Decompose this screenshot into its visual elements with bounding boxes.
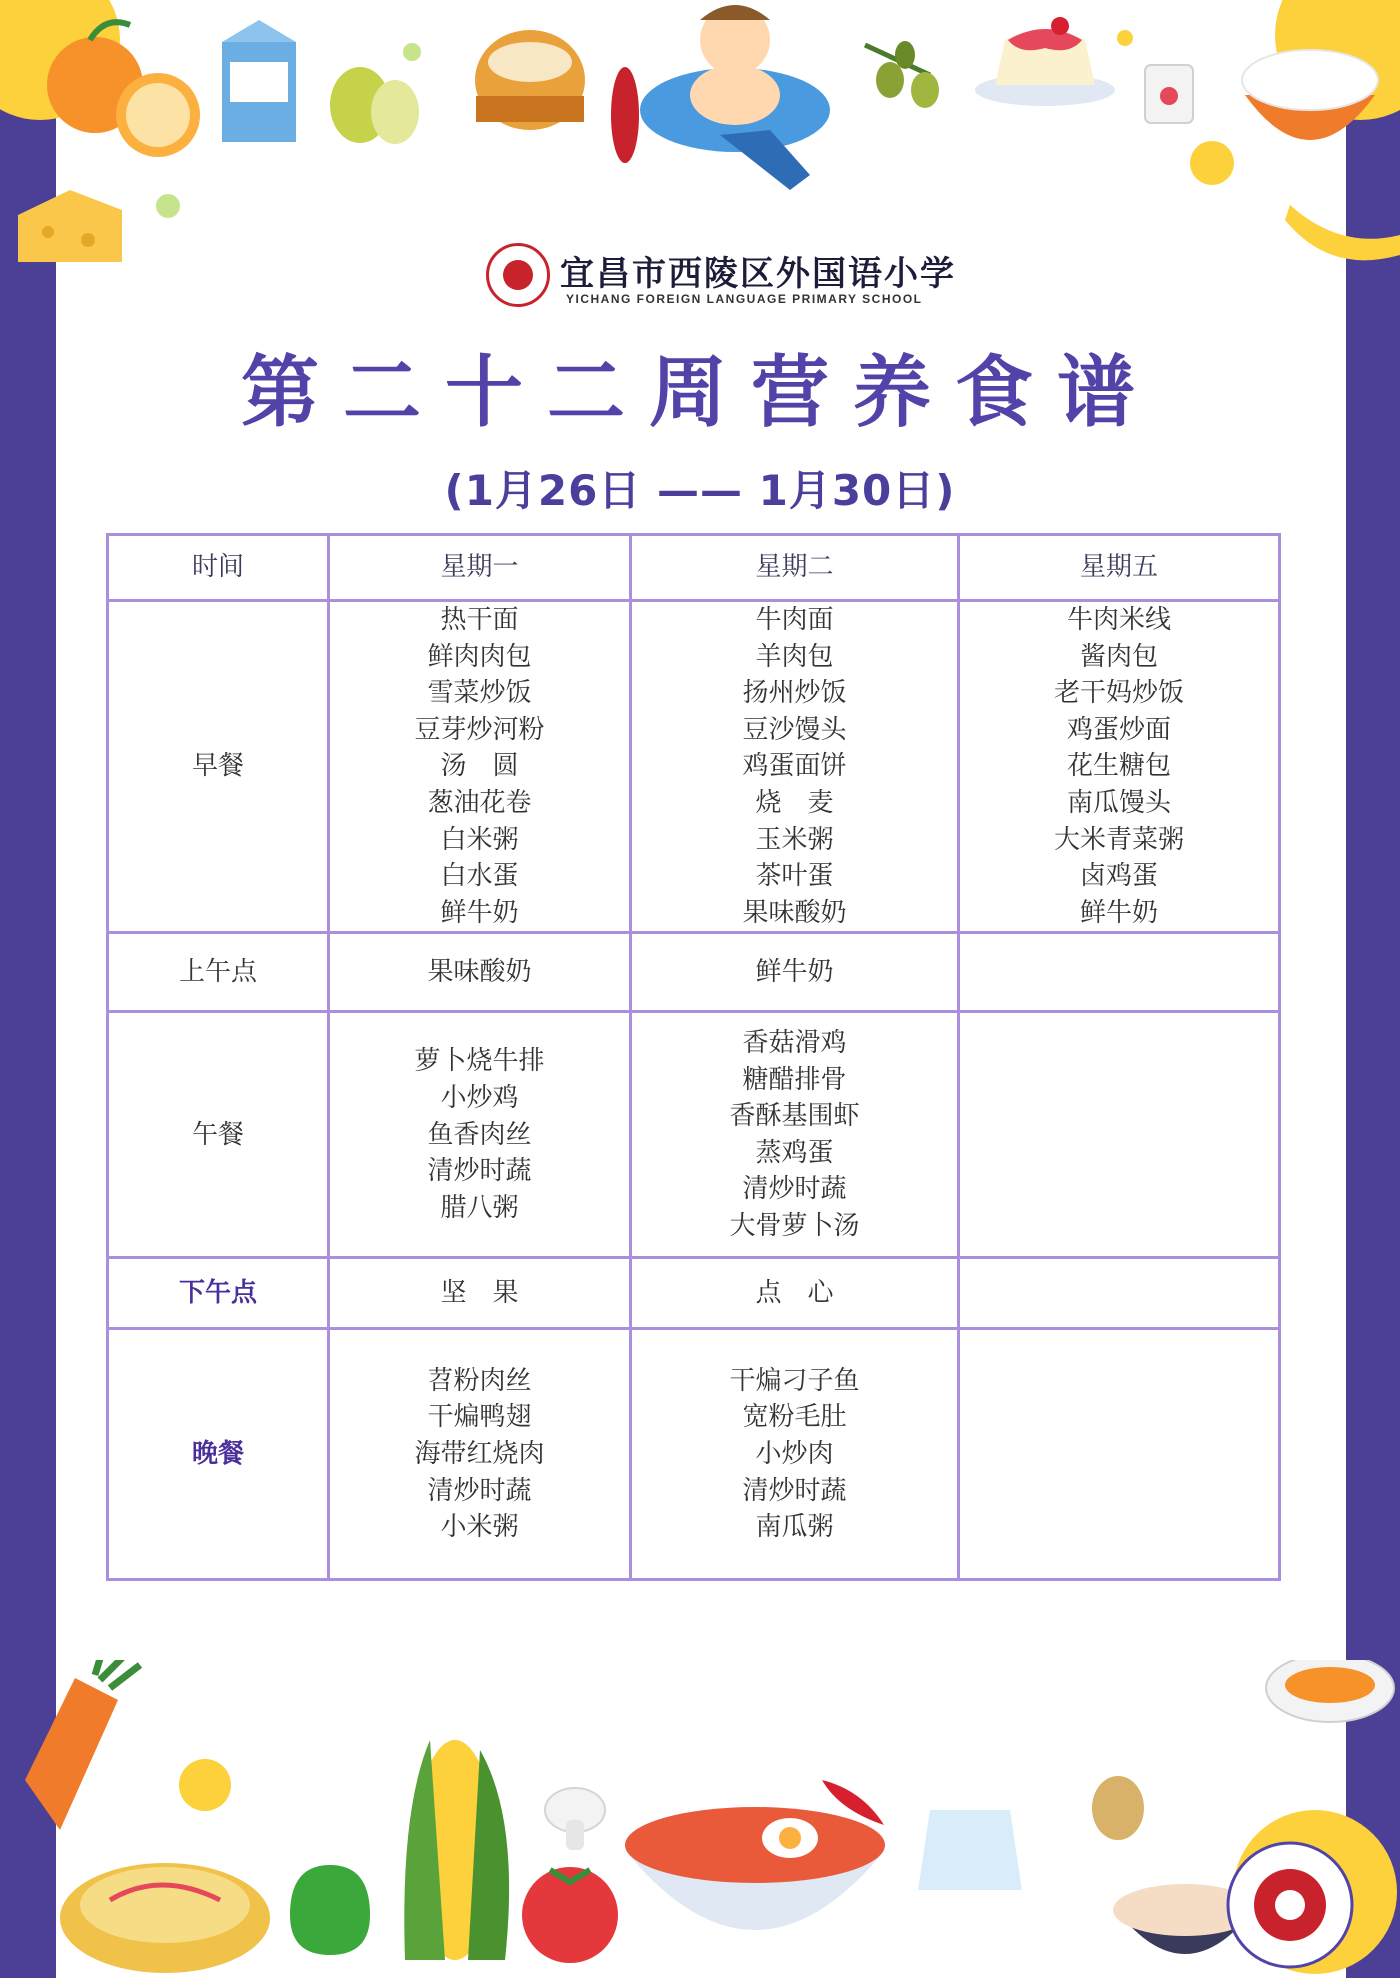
menu-item: 香酥基围虾 bbox=[729, 1101, 860, 1132]
corn-icon bbox=[404, 1740, 509, 1960]
meal-time-label: 早餐 bbox=[108, 601, 329, 933]
menu-item: 鸡蛋面饼 bbox=[742, 751, 847, 782]
milk-carton-icon bbox=[222, 20, 296, 142]
cheese-icon bbox=[18, 190, 180, 262]
menu-item: 清炒时蔬 bbox=[427, 1475, 532, 1506]
menu-item: 雪菜炒饭 bbox=[427, 678, 532, 709]
menu-item: 苕粉肉丝 bbox=[427, 1365, 532, 1396]
menu-cell-monday bbox=[329, 933, 631, 1012]
airplane-boy-icon bbox=[611, 5, 830, 190]
menu-item: 清炒时蔬 bbox=[742, 1475, 847, 1506]
menu-cell-tuesday bbox=[631, 1012, 959, 1258]
menu-item: 小炒肉 bbox=[755, 1439, 834, 1470]
menu-item: 热干面 bbox=[440, 605, 519, 635]
menu-item: 牛肉面 bbox=[755, 605, 834, 635]
menu-item: 玉米粥 bbox=[755, 824, 834, 855]
menu-item: 鸡蛋炒面 bbox=[1066, 714, 1171, 745]
carrot-icon bbox=[25, 1660, 140, 1830]
menu-item: 汤 圆 bbox=[440, 751, 519, 782]
menu-cell-monday bbox=[329, 1012, 631, 1258]
menu-table-body bbox=[108, 601, 1280, 1580]
menu-table bbox=[106, 533, 1281, 1581]
menu-item: 大米青菜粥 bbox=[1053, 824, 1184, 855]
jindongfang-logo-icon bbox=[1228, 1810, 1397, 1974]
menu-item: 干煸刁子鱼 bbox=[729, 1365, 860, 1396]
menu-item: 鲜肉肉包 bbox=[427, 641, 532, 672]
table-row bbox=[108, 933, 1280, 1012]
menu-item: 香菇滑鸡 bbox=[742, 1028, 847, 1059]
menu-item: 点 心 bbox=[755, 1278, 834, 1309]
menu-cell-friday bbox=[959, 933, 1280, 1012]
table-row bbox=[108, 1329, 1280, 1580]
menu-item: 鲜牛奶 bbox=[440, 897, 519, 928]
menu-item: 果味酸奶 bbox=[427, 957, 532, 988]
seafood-noodle-bowl-icon bbox=[625, 1807, 885, 1930]
menu-item: 茶叶蛋 bbox=[755, 861, 834, 892]
meal-time-label: 晚餐 bbox=[108, 1329, 329, 1580]
page-title: 第二十二周营养食谱 bbox=[240, 348, 1159, 438]
menu-cell-tuesday bbox=[631, 933, 959, 1012]
mushroom-icon bbox=[545, 1788, 605, 1850]
menu-item: 大骨萝卜汤 bbox=[729, 1211, 860, 1242]
table-row bbox=[108, 1258, 1280, 1329]
potato-icon bbox=[1092, 1776, 1144, 1840]
menu-item: 白水蛋 bbox=[440, 861, 519, 892]
table-row bbox=[108, 601, 1280, 933]
menu-item: 清炒时蔬 bbox=[742, 1174, 847, 1205]
pudding-icon bbox=[975, 17, 1115, 106]
milk-jug-icon bbox=[905, 1810, 1035, 1978]
menu-item: 坚 果 bbox=[440, 1278, 519, 1309]
menu-cell-friday bbox=[959, 1258, 1280, 1329]
menu-cell-monday bbox=[329, 1329, 631, 1580]
menu-item: 白米粥 bbox=[440, 824, 519, 855]
header-time: 时间 bbox=[108, 535, 329, 601]
menu-cell-friday bbox=[959, 1012, 1280, 1258]
menu-item: 豆芽炒河粉 bbox=[414, 714, 545, 745]
table-header-row bbox=[108, 535, 1280, 601]
menu-item: 鱼香肉丝 bbox=[427, 1119, 532, 1150]
menu-item: 花生糖包 bbox=[1066, 751, 1171, 782]
header-monday: 星期一 bbox=[329, 535, 631, 601]
menu-cell-monday bbox=[329, 1258, 631, 1329]
menu-cell-friday bbox=[959, 1329, 1280, 1580]
menu-item: 萝卜烧牛排 bbox=[414, 1046, 545, 1077]
food-illustrations-bottom bbox=[0, 1660, 1400, 1978]
dumpling-plate-icon bbox=[1266, 1660, 1394, 1722]
menu-item: 南瓜粥 bbox=[755, 1512, 834, 1543]
menu-item: 干煸鸭翅 bbox=[427, 1402, 532, 1433]
menu-item: 豆沙馒头 bbox=[742, 714, 847, 745]
date-range: (1月26日 —— 1月30日) bbox=[444, 466, 956, 515]
header-friday: 星期五 bbox=[959, 535, 1280, 601]
bell-pepper-icon bbox=[290, 1865, 370, 1955]
tomato-icon bbox=[522, 1867, 618, 1963]
menu-item: 卤鸡蛋 bbox=[1079, 861, 1158, 892]
yogurt-cup-icon bbox=[1117, 30, 1193, 123]
menu-item: 鲜牛奶 bbox=[1079, 897, 1158, 928]
menu-item: 海带红烧肉 bbox=[414, 1439, 545, 1470]
menu-item: 清炒时蔬 bbox=[427, 1156, 532, 1187]
menu-item: 扬州炒饭 bbox=[742, 678, 847, 709]
yellow-dot-icon bbox=[179, 1759, 231, 1811]
menu-item: 宽粉毛肚 bbox=[742, 1402, 847, 1433]
menu-cell-monday bbox=[329, 601, 631, 933]
school-name-cn: 宜昌市西陵区外国语小学 bbox=[560, 254, 956, 294]
menu-item: 牛肉米线 bbox=[1066, 605, 1171, 635]
table-row bbox=[108, 1012, 1280, 1258]
menu-item: 小米粥 bbox=[440, 1512, 519, 1543]
meal-time-label: 下午点 bbox=[108, 1258, 329, 1329]
menu-item: 糖醋排骨 bbox=[742, 1064, 847, 1095]
menu-cell-tuesday bbox=[631, 1258, 959, 1329]
menu-item: 羊肉包 bbox=[755, 641, 834, 672]
menu-item: 南瓜馒头 bbox=[1066, 787, 1171, 818]
banana-icon bbox=[1190, 141, 1400, 260]
menu-item: 烧 麦 bbox=[755, 787, 834, 818]
noodle-plate-icon bbox=[60, 1863, 270, 1973]
menu-item: 蒸鸡蛋 bbox=[755, 1137, 834, 1168]
meal-time-label: 午餐 bbox=[108, 1012, 329, 1258]
menu-item: 小炒鸡 bbox=[440, 1082, 519, 1113]
menu-item: 老干妈炒饭 bbox=[1053, 678, 1184, 709]
meal-time-label: 上午点 bbox=[108, 933, 329, 1012]
menu-cell-tuesday bbox=[631, 1329, 959, 1580]
menu-item: 酱肉包 bbox=[1079, 641, 1158, 672]
menu-item: 果味酸奶 bbox=[742, 897, 847, 928]
menu-cell-friday bbox=[959, 601, 1280, 933]
school-name-en: YICHANG FOREIGN LANGUAGE PRIMARY SCHOOL bbox=[566, 292, 923, 306]
menu-item: 葱油花卷 bbox=[427, 787, 532, 818]
menu-cell-tuesday bbox=[631, 601, 959, 933]
header-tuesday: 星期二 bbox=[631, 535, 959, 601]
olive-branch-icon bbox=[865, 41, 939, 108]
menu-item: 腊八粥 bbox=[440, 1192, 519, 1223]
menu-item: 鲜牛奶 bbox=[755, 957, 834, 988]
rice-bowl-icon bbox=[1242, 50, 1378, 140]
steamed-bun-basket-icon bbox=[475, 30, 585, 130]
school-logo bbox=[486, 243, 550, 307]
pear-icon bbox=[330, 43, 421, 144]
